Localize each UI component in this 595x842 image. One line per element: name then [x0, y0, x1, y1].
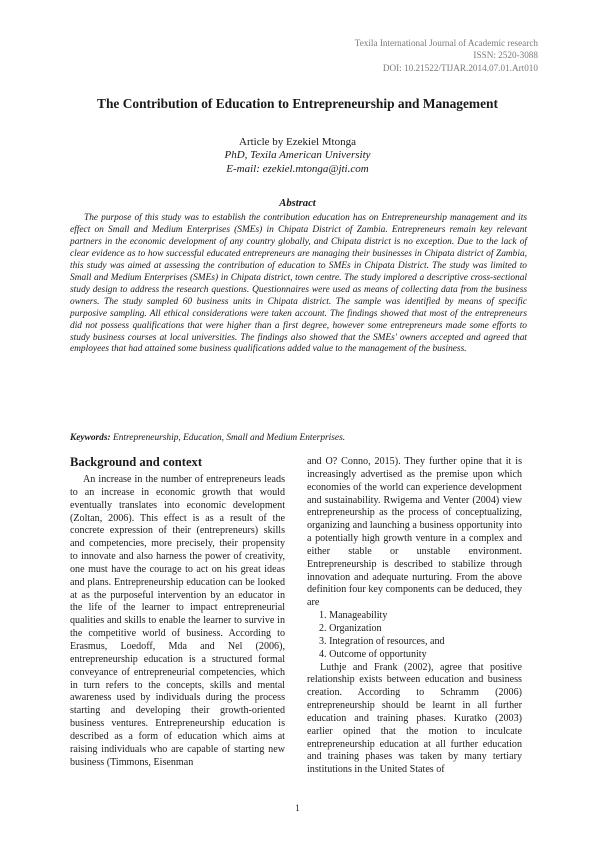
author-block: [0, 136, 595, 176]
keywords-text: Entrepreneurship, Education, Small and Medium Enterprises.: [110, 433, 346, 443]
left-paragraph: An increase in the number of entrepreneurs leads to an increase in economic growth that would eventually translates into economic development (Zoltan, 2006). This effect is as a result of the concrete expression of their (entrepreneurs) skills and competencies, more precisely, their propensity to innovate and also harness the power of creativity, one must have the courage to act on his great ideas and plans. Entrepreneurship education can be looked at as the purposeful intervention by an educator in the life of the learner to impact entrepreneurial qualities and skills to enable the learner to survive in the competitive world of business. According to Erasmus, Loedoff, Mda and Nel (2006), entrepreneurship education is a structured formal conveyance of entrepreneurial competencies, which in turn refers to the concepts, skills and mental awareness used by individuals during the process starting and developing their growth-oriented business ventures. Entrepreneurship education is described as a form of education which aims at raising individuals who are capable of starting new business (Timmons, Eisenman: [70, 474, 285, 768]
keywords-label: Keywords:: [70, 433, 111, 443]
left-column: [70, 454, 285, 769]
paper-title: The Contribution of Education to Entrepreneurship and Management: [97, 96, 498, 111]
page-number: 1: [295, 803, 300, 813]
component-list: [307, 610, 522, 661]
author-byline: Article by Ezekiel Mtonga: [239, 136, 356, 148]
abstract-heading: Abstract: [279, 198, 316, 209]
journal-issn: ISSN: 2520-3088: [473, 50, 538, 61]
journal-header: [355, 37, 538, 74]
list-item: 3. Integration of resources, and: [319, 635, 445, 647]
list-item: 1. Manageability: [319, 610, 388, 622]
right-paragraph-1: and O? Conno, 2015). They further opine that it is increasingly advertised as the premise upon which economies of the world can experience development and sustainability. Rwigema and Venter (2004) view entrepreneurship as the process of conceptualizing, organizing and launching a business opportunity into a potentially high growth venture in a complex and either stable or unstable environment. Entrepreneurship is described to stabilize through innovation and adequate nurturing. From the above definition four key components can be deduced, they are: [307, 456, 522, 609]
list-item: 2. Organization: [319, 622, 382, 634]
right-column: [307, 456, 522, 777]
author-affiliation: PhD, Texila American University: [224, 149, 371, 162]
journal-doi: DOI: 10.21522/TIJAR.2014.07.01.Art010: [382, 62, 538, 73]
keywords: [70, 432, 527, 444]
author-email: E-mail: ezekiel.mtonga@jti.com: [226, 162, 369, 175]
journal-name: Texila International Journal of Academic research: [354, 38, 538, 48]
section-heading: Background and context: [70, 455, 203, 469]
abstract-text: The purpose of this study was to establish the contribution education has on Entrepreneurship management and its effect on Small and Medium Enterprises (SMEs) in Chipata District of Zambia. Entrepreneurs remain key relevant partners in the economic development of any country globally, and Chipata district is no exception. Due to the lack of clear evidence as to how successful educated entrepreneurs are managing their businesses in Chipata district of Zambia, this study was aimed at assessing the contribution of education to SMEs in Chipata District. The study was limited to Small and Medium Enterprises (SMEs) in Chipata district, town centre. The study implored a descriptive cross-sectional study design to address the research questions. Questionnaires were used as means of collecting data from the business owners. The study sampled 60 business units in Chipata district. The sample was identified by means of specific purposive sampling. All ethical considerations were taken account. The findings showed that most of the entrepreneurs did not possess qualifications that were higher than a first degree, however some entrepreneurs made some efforts to study business courses at local universities. The findings also showed that the SMEs' owners accepted and agreed that employees that had attained some business qualifications added value to the management of the business.: [70, 213, 527, 355]
list-item: 4. Outcome of opportunity: [319, 648, 427, 660]
right-paragraph-2: Luthje and Frank (2002), agree that positive relationship exists between education and business creation. According to Schramm (2006) entrepreneurship should be learnt in all further education and training phases. Kuratko (2003) earlier opined that the motion to inculcate entrepreneurship education at all further education and training phases was taken by many tertiary institutions in the United States of: [307, 661, 522, 776]
